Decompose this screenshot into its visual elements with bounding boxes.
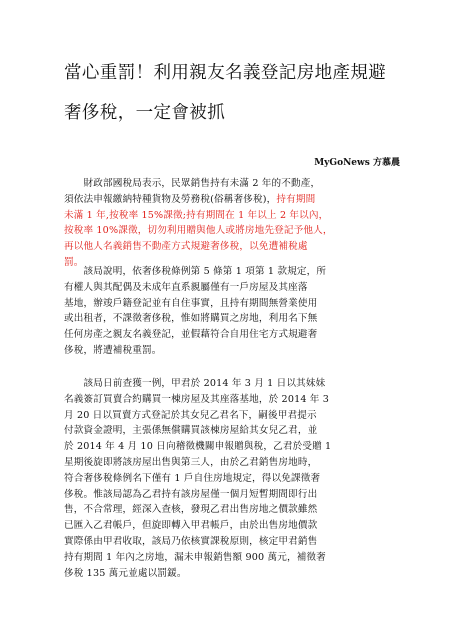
text-line (64, 311, 398, 327)
highlighted-text: 按稅率 10%課徵，切勿利用贈與他人或將房地先登記予他人， (64, 225, 333, 237)
body-text: 付款資金證明，主張係無償購買該棟房屋給其女兒乙君，並 (64, 425, 318, 437)
paragraph-2 (64, 264, 398, 359)
text-line (64, 176, 398, 192)
body-text: 於 2014 年 4 月 10 日向稽徵機關申報贈與稅，乙君於受贈 1 (64, 441, 332, 453)
body-text: 須依法申報繳納特種貨物及勞務稅(俗稱奢侈稅)， (64, 193, 277, 205)
text-line (64, 534, 398, 550)
highlighted-text: 再以他人名義銷售不動產方式規避奢侈稅，以免遭補稅處 (64, 241, 308, 253)
body-text: 實際係由甲君收取，該局乃依核實課稅原則，核定甲君銷售 (64, 535, 318, 547)
body-text: 或出租者，不課徵奢侈稅，惟如將購買之房地，利用名下無 (64, 313, 318, 325)
body-text: 已匯入乙君帳戶，但旋即轉入甲君帳戶，由於出售房地價款 (64, 520, 318, 532)
text-line (64, 439, 398, 455)
body-text: 有權人與其配偶及未成年直系親屬僅有一戶房屋及其座落 (64, 281, 308, 293)
text-line (64, 223, 398, 239)
text-line (64, 392, 398, 408)
text-line (64, 550, 398, 566)
text-line (64, 423, 398, 439)
text-line (64, 376, 398, 392)
body-text: 該局日前查獲一例，甲君於 2014 年 3 月 1 日以其妹妹 (64, 378, 326, 389)
text-line (64, 327, 398, 343)
body-text: 基地，辦竣戶籍登記並有自住事實，且持有期間無營業使用 (64, 297, 318, 309)
paragraph-3 (64, 376, 398, 581)
text-line (64, 471, 398, 487)
article-title-line-2: 奢侈稅，一定會被抓 (64, 103, 226, 123)
text-line (64, 502, 398, 518)
body-text: 該局說明，依奢侈稅條例第 5 條第 1 項第 1 款規定，所 (64, 266, 327, 277)
highlighted-text: 持有期間 (276, 193, 316, 205)
article-title-line-1: 當心重罰！利用親友名義登記房地產規避 (64, 63, 387, 83)
highlighted-text: 未滿 1 年,按稅率 15%課徵;持有期間在 1 年以上 2 年以內， (64, 209, 329, 221)
body-text: 侈稅。惟該局認為乙君持有該房屋僅一個月短暫期間即行出 (64, 488, 318, 500)
text-line (64, 487, 398, 503)
text-line (64, 518, 398, 534)
body-text: 名義簽訂買賣合約購買一棟房屋及其座落基地，於 2014 年 3 (64, 393, 329, 405)
body-text: 月 20 日以買賣方式登記於其女兒乙君名下，嗣後甲君提示 (64, 409, 317, 421)
body-text: 持有期間 1 年內之房地，漏未申報銷售額 900 萬元，補徵奢 (64, 551, 326, 563)
text-line (64, 208, 398, 224)
text-line (64, 455, 398, 471)
body-text: 財政部國稅局表示，民眾銷售持有未滿 2 年的不動產， (64, 178, 321, 189)
body-text: 侈稅 135 萬元並處以罰鍰。 (64, 567, 187, 579)
body-text: 星期後旋即將該房屋出售與第三人，由於乙君銷售房地時， (64, 456, 318, 468)
body-text: 售，不合常理，經深入查核，發現乙君出售房地之價款雖然 (64, 504, 318, 516)
text-line (64, 264, 398, 280)
highlighted-text: 罰。 (64, 256, 84, 268)
byline: MyGoNews 方慕晨 (314, 158, 400, 168)
body-text: 任何房產之親友名義登記，並假藉符合自用住宅方式規避奢 (64, 329, 318, 341)
text-line (64, 239, 398, 255)
body-text: 符合奢侈稅條例名下僅有 1 戶自住房地規定，得以免課徵奢 (64, 472, 321, 484)
text-line (64, 566, 398, 582)
text-line (64, 408, 398, 424)
text-line (64, 296, 398, 312)
text-line (64, 280, 398, 296)
body-text: 侈稅，將遭補稅重罰。 (64, 344, 162, 356)
text-line (64, 343, 398, 359)
text-line (64, 192, 398, 208)
paragraph-1 (64, 176, 398, 271)
